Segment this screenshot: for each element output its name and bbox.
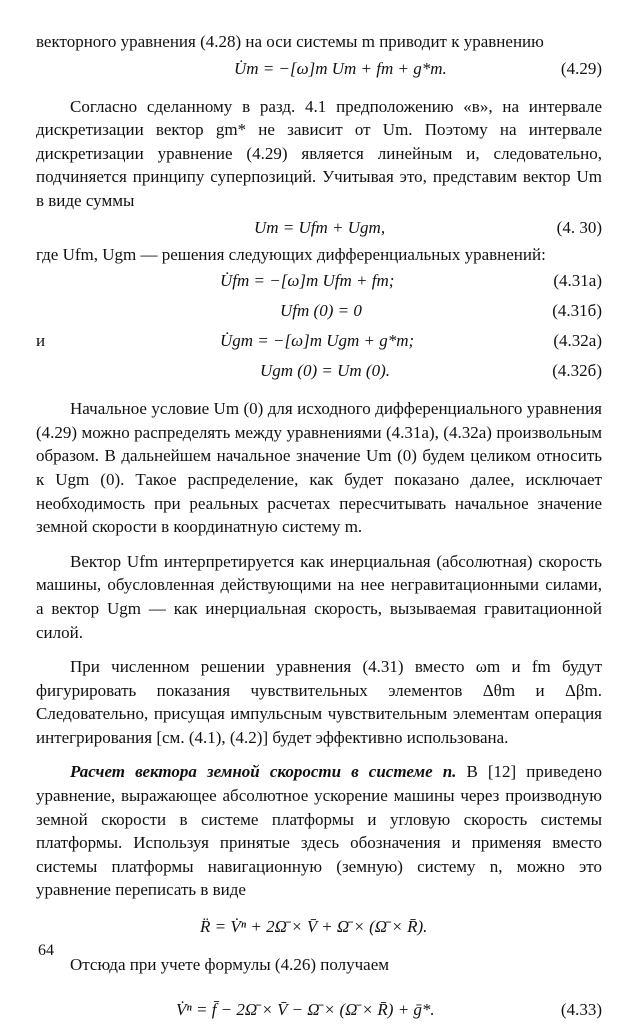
equation-4-29-number: (4.29) [560, 58, 602, 78]
equation-4-31a-number: (4.31а) [553, 271, 602, 291]
equation-4-32a-formula: U̇gm = −[ω]m Ugm + g*m; [220, 331, 415, 351]
equation-4-33 [36, 995, 602, 1025]
paragraph-initial-condition: Начальное условие Um (0) для исходного дифференциального уравнения (4.29) можно распределять между уравнениями (4.31а), (4.32а) произвольным образом. В дальнейшем начальное значение Um (0) будем целиком относить к Ugm (0). Такое распределение, как будет показано далее, исключает необходимость при реальных расчетах пересчитывать начальное значение земной скорости в координатную систему m. [36, 399, 602, 537]
paragraph-hence: Отсюда при учете формулы (4.26) получаем [70, 955, 390, 975]
equation-4-29 [36, 54, 602, 84]
section-heading: Расчет вектора земной скорости в системе n. [70, 762, 457, 782]
equation-4-30-formula: Um = Ufm + Ugm, [254, 217, 386, 237]
equation-4-33-number: (4.33) [560, 999, 602, 1019]
page-number: 64 [38, 942, 54, 959]
equation-absolute-acceleration-formula: R̈ = V̇ⁿ + 2Ω̄ × V̄ + Ω̄ × (Ω̄ × R̄). [200, 917, 428, 937]
equation-4-32b-number: (4.32б) [552, 361, 602, 381]
intro-text: векторного уравнения (4.28) на оси системы m приводит к уравнению [36, 32, 544, 51]
equation-4-31b [36, 296, 602, 326]
equation-4-32a-lead: и [36, 331, 46, 351]
equation-4-31a [36, 266, 602, 296]
equation-absolute-acceleration [36, 912, 602, 942]
paragraph-solutions: где Ufm, Ugm — решения следующих дифференциальных уравнений: [36, 244, 546, 264]
paragraph-numerical-solution: При численном решении уравнения (4.31) вместо ωm и fm будут фигурировать показания чувствительных элементов Δθm и Δβm. Следовательно, присущая импульсным чувствительным элементам операция интегрирования [см. (4.1), (4.2)] будет эффективно использована. [36, 657, 602, 747]
equation-4-32a [36, 326, 602, 356]
paragraph-ground-velocity [36, 760, 602, 902]
equation-4-30-number: (4. 30) [556, 217, 602, 237]
equation-4-30 [36, 213, 602, 243]
equation-4-32b-formula: Ugm (0) = Um (0). [260, 361, 390, 381]
paragraph-inertial-velocity: Вектор Ufm интерпретируется как инерциальная (абсолютная) скорость машины, обусловленная действующими на нее негравитационными силами, а вектор Ugm — как инерциальная скорость, вызываемая гравитационной силой. [36, 551, 602, 642]
equation-4-32a-number: (4.32а) [553, 331, 602, 351]
equation-4-29-formula: U̇m = −[ω]m Um + fm + g*m. [234, 58, 447, 78]
equation-4-32b [36, 356, 602, 386]
equation-4-33-formula: V̇ⁿ = f̄ − 2Ω̄ × V̄ − Ω̄ × (Ω̄ × R̄) + ḡ*. [176, 999, 435, 1019]
page-body [36, 30, 602, 1025]
equation-4-31b-number: (4.31б) [552, 301, 602, 321]
equation-4-31a-formula: U̇fm = −[ω]m Ufm + fm; [220, 271, 395, 291]
equation-4-31b-formula: Ufm (0) = 0 [280, 301, 362, 321]
paragraph-superposition: Согласно сделанному в разд. 4.1 предположению «в», на интервале дискретизации вектор gm* не зависит от Um. Поэтому на интервале дискретизации уравнение (4.29) является линейным и, следовательно, подчиняется принципу суперпозиций. Учитывая это, представим вектор Um в виде суммы [36, 96, 602, 210]
paragraph-ground-velocity-body: В [12] приведено уравнение, выражающее абсолютное ускорение машины через производную земной скорости в системе платформы и угловую скорость системы платформы. Используя принятые здесь обозначения и применяя вместо системы платформы навигационную (земную) систему n, можно это уравнение переписать в виде [36, 762, 602, 900]
